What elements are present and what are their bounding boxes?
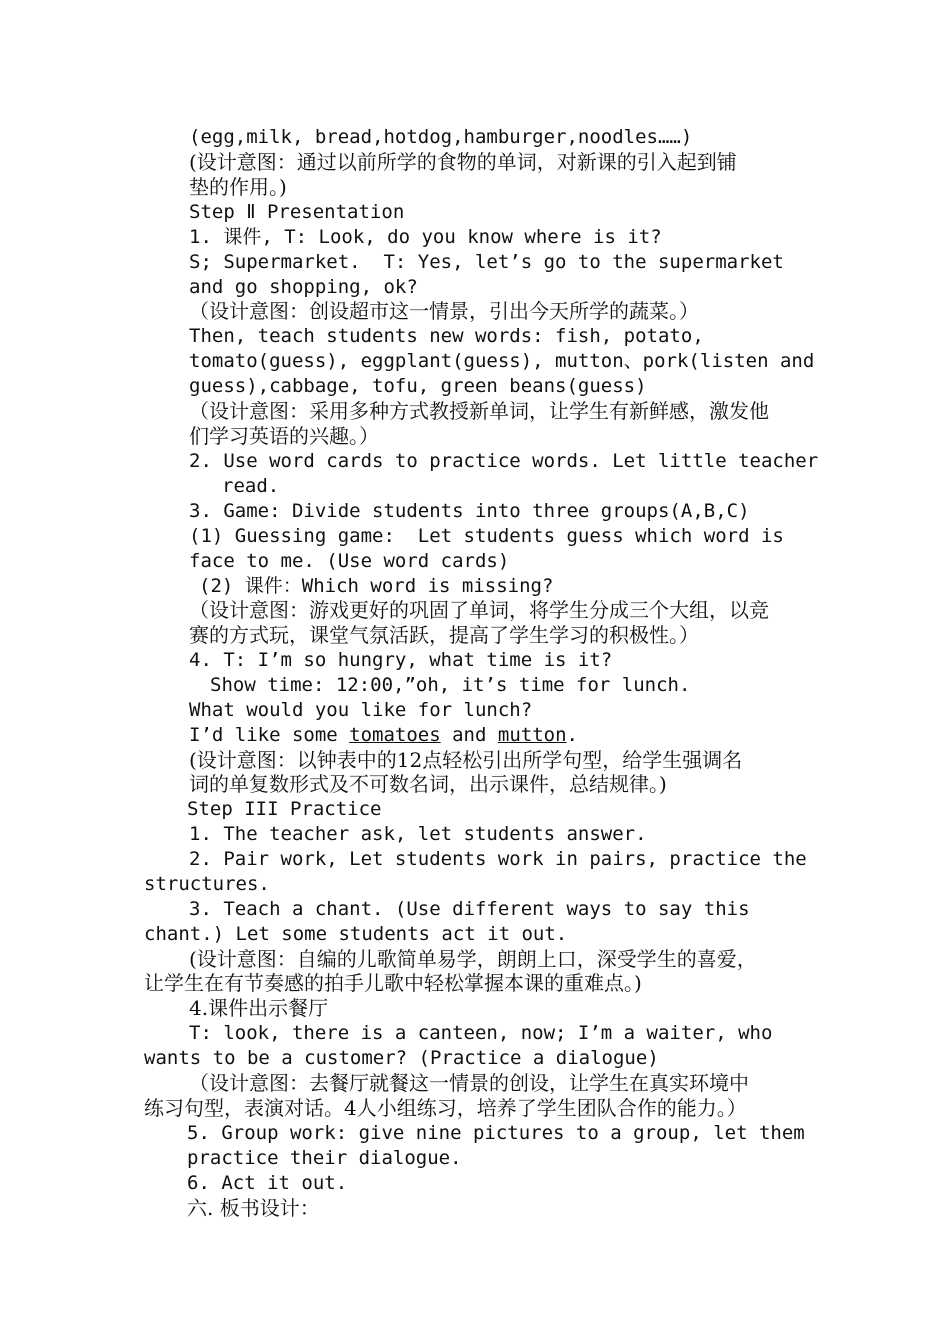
step-3-heading: Step III Practice: [187, 798, 382, 820]
answer-word-tomatoes: tomatoes: [349, 724, 441, 746]
design-intent-6a: (设计意图：自编的儿歌简单易学，朗朗上口，深受学生的喜爱，: [189, 947, 757, 971]
step-3-item-3: 3. Teach a chant. (Use different ways to say this: [189, 898, 750, 920]
design-intent-5a: (设计意图：以钟表中的12点轻松引出所学句型，给学生强调名: [189, 748, 743, 772]
show-time-line: Show time: 12:00,”oh, it’s time for lunch.: [210, 674, 691, 696]
design-intent-2: （设计意图：创设超市这一情景，引出今天所学的蔬菜。）: [189, 299, 699, 323]
lunch-answer: [189, 723, 578, 747]
answer-middle: and: [440, 724, 498, 746]
step-2-item-4: 4. T: I’m so hungry, what time is it?: [189, 649, 613, 671]
step-3-item-5-cont: practice their dialogue.: [187, 1147, 462, 1169]
lunch-question: What would you like for lunch?: [189, 699, 533, 721]
step-3-item-3-cont: chant.) Let some students act it out.: [144, 923, 568, 945]
new-words-line-2: tomato(guess), eggplant(guess), mutton、pork(listen and: [189, 350, 815, 372]
design-intent-4a: （设计意图：游戏更好的巩固了单词，将学生分成三个大组，以竞: [189, 598, 769, 622]
board-design-heading: 六. 板书设计：: [187, 1196, 320, 1220]
design-intent-6b: 让学生在有节奏感的拍手儿歌中轻松掌握本课的重难点。): [144, 971, 642, 995]
step-3-item-6: 6. Act it out.: [187, 1172, 348, 1194]
step-3-item-2: 2. Pair work, Let students work in pairs, practice the: [189, 848, 807, 870]
design-intent-7b: 练习句型，表演对话。4人小组练习，培养了学生团队合作的能力。）: [144, 1096, 747, 1120]
canteen-line-cont: wants to be a customer? (Practice a dialogue): [144, 1047, 659, 1069]
design-intent-1a: (设计意图：通过以前所学的食物的单词，对新课的引入起到铺: [189, 150, 737, 174]
design-intent-4b: 赛的方式玩，课堂气氛活跃，提高了学生学习的积极性。）: [189, 623, 699, 647]
step-3-item-2-cont: structures.: [144, 873, 270, 895]
food-words-line: (egg,milk, bread,hotdog,hamburger,noodles……): [189, 126, 693, 148]
design-intent-5b: 词的单复数形式及不可数名词，出示课件，总结规律。): [189, 772, 667, 796]
step-3-item-1: 1. The teacher ask, let students answer.: [189, 823, 647, 845]
canteen-line: T: look, there is a canteen, now; I’m a waiter, who: [189, 1022, 773, 1044]
step-2-heading: Step Ⅱ Presentation: [189, 201, 405, 223]
step-2-item-2: 2. Use word cards to practice words. Let little teacher: [189, 450, 819, 472]
answer-suffix: .: [566, 724, 578, 746]
step-3-item-4: 4.课件出示餐厅: [189, 996, 329, 1020]
step-3-item-5: 5. Group work: give nine pictures to a group, let them: [187, 1122, 805, 1144]
design-intent-1b: 垫的作用。): [189, 175, 287, 199]
guessing-game-cont: face to me. (Use word cards): [189, 550, 510, 572]
answer-word-mutton: mutton: [497, 724, 567, 746]
new-words-line-3: guess),cabbage, tofu, green beans(guess): [189, 375, 647, 397]
dialogue-supermarket: S; Supermarket. T: Yes, let’s go to the supermarket: [189, 251, 784, 273]
step-2-item-2-cont: read.: [222, 475, 280, 497]
answer-prefix: I’d like some: [189, 724, 350, 746]
step-2-item-1: 1. 课件, T: Look, do you know where is it?: [189, 226, 662, 248]
design-intent-3b: 们学习英语的兴趣。）: [189, 424, 379, 448]
dialogue-supermarket-cont: and go shopping, ok?: [189, 276, 418, 298]
design-intent-3a: （设计意图：采用多种方式教授新单词，让学生有新鲜感，激发他: [189, 399, 769, 423]
guessing-game-line: (1) Guessing game: Let students guess which word is: [189, 525, 784, 547]
new-words-line-1: Then, teach students new words: fish, potato,: [189, 325, 704, 347]
missing-word-line: (2) 课件：Which word is missing?: [199, 575, 554, 597]
step-2-item-3: 3. Game: Divide students into three groups(A,B,C): [189, 500, 750, 522]
design-intent-7a: （设计意图：去餐厅就餐这一情景的创设，让学生在真实环境中: [189, 1071, 749, 1095]
